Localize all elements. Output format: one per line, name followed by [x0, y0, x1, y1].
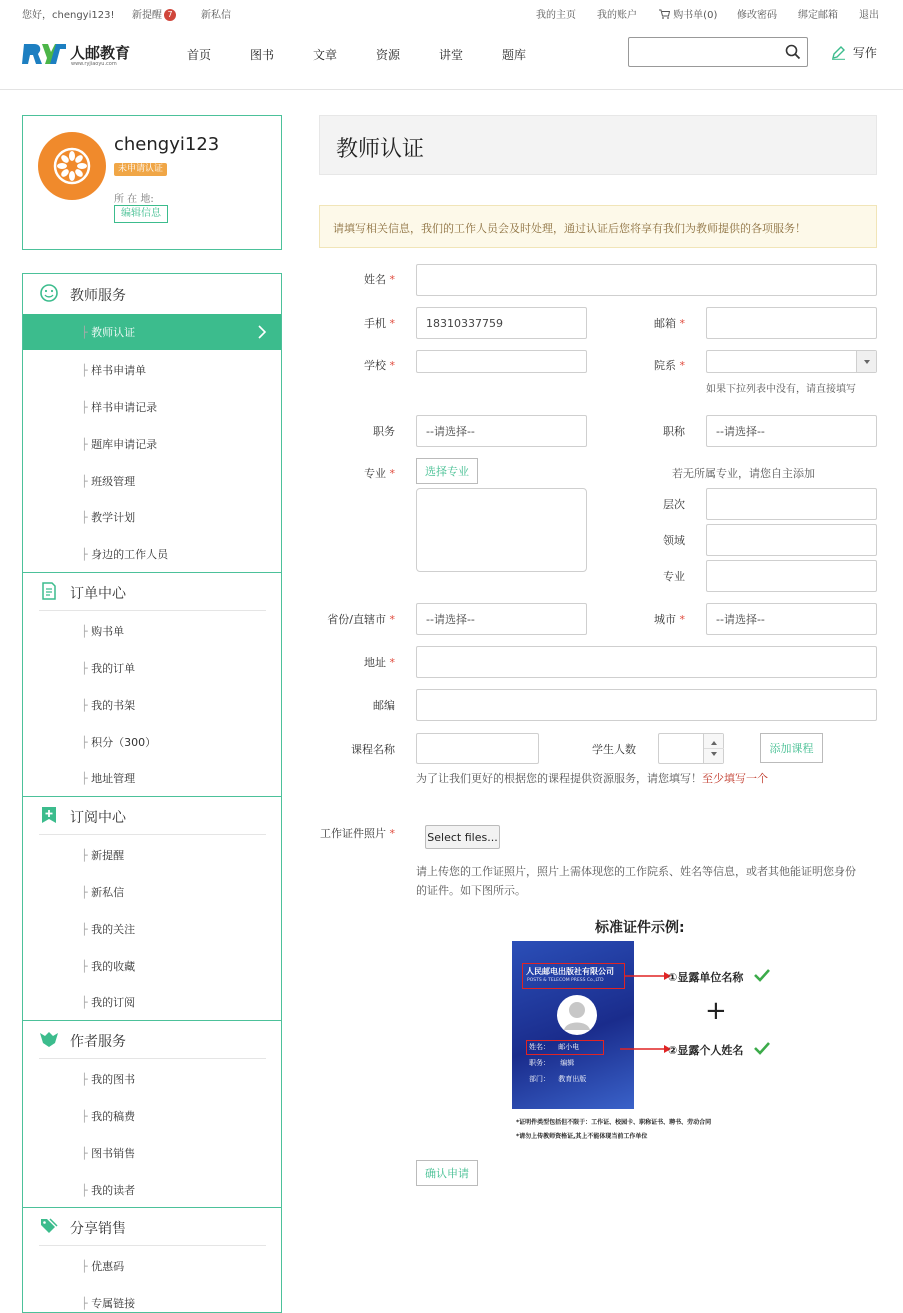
sidebar-item-coupon[interactable]: ├ 优惠码: [81, 1258, 124, 1274]
department-label: 院系 *: [654, 359, 685, 372]
notice-text: 请填写相关信息，我们的工作人员会及时处理，通过认证后您将享有我们为教师提供的各项服务！: [333, 222, 806, 235]
address-label: 地址 *: [364, 656, 395, 669]
greeting: 您好，chengyi123!: [22, 10, 115, 21]
name-input[interactable]: [416, 264, 877, 296]
example-footnote-2: *请勿上传教师资格证,其上不能体现当前工作单位: [516, 1133, 648, 1140]
section-title-share: 分享销售: [70, 1221, 126, 1237]
site-logo[interactable]: [22, 40, 137, 70]
search-input[interactable]: [628, 37, 808, 67]
logo-mark-icon: [22, 40, 68, 68]
cart-link[interactable]: 购书单(0): [659, 6, 717, 21]
sidebar-item-cart[interactable]: ├ 购书单: [81, 623, 124, 639]
write-label: 写作: [852, 46, 877, 60]
email-label: 邮箱 *: [654, 317, 685, 330]
nav-articles[interactable]: 文章: [313, 48, 338, 62]
sidebar-item-readers[interactable]: ├ 我的读者: [81, 1182, 135, 1198]
address-input[interactable]: [416, 646, 877, 678]
field-label: 领域: [663, 534, 685, 547]
callout-name: ②显露个人姓名: [668, 1044, 744, 1057]
section-title-subscription: 订阅中心: [70, 810, 126, 826]
submit-application-button[interactable]: 确认申请: [416, 1160, 478, 1186]
site-header: [0, 24, 903, 90]
sidebar-item-label: ├ 教师认证: [81, 324, 135, 340]
example-footnote-1: *证明件类型包括但不限于：工作证、校园卡、职称证书、聘书、劳动合同: [516, 1119, 712, 1126]
logo-url: www.ryjiaoyu.com: [71, 61, 117, 67]
section-underline: [39, 610, 266, 611]
province-select[interactable]: --请选择--: [416, 603, 587, 635]
company-en: POSTS & TELECOM PRESS Co.,LTD: [527, 978, 604, 983]
department-select[interactable]: [706, 350, 877, 373]
sidebar-item-sample-request[interactable]: ├ 样书申请单: [81, 362, 146, 378]
change-password-link[interactable]: 修改密码: [737, 10, 777, 21]
name-label: 姓名 *: [364, 273, 395, 286]
province-label: 省份/直辖市 *: [327, 613, 395, 626]
sidebar-item-book-sales[interactable]: ├ 图书销售: [81, 1145, 135, 1161]
id-card: [512, 941, 634, 1109]
tag-icon: [39, 1216, 59, 1236]
card-name: 姓名： 邮小电: [529, 1043, 580, 1051]
sidebar-item-favorites[interactable]: ├ 我的收藏: [81, 958, 135, 974]
avatar[interactable]: [38, 132, 106, 200]
duty-label: 职务: [373, 425, 395, 438]
write-button[interactable]: [831, 44, 877, 61]
city-label: 城市 *: [654, 613, 685, 626]
section-divider: [23, 572, 281, 573]
sidebar-item-teacher-cert[interactable]: [23, 314, 281, 350]
section-title-author: 作者服务: [70, 1034, 126, 1050]
username: chengyi123: [114, 134, 220, 155]
sidebar-menu: [22, 273, 282, 1313]
profile-card: [22, 115, 282, 250]
photo-label: 工作证件照片 *: [320, 827, 395, 840]
pencil-icon: [831, 45, 846, 60]
card-duty: 职务： 编辑: [529, 1059, 575, 1067]
sidebar-item-my-books[interactable]: ├ 我的图书: [81, 1071, 135, 1087]
sidebar-item-my-orders[interactable]: ├ 我的订单: [81, 660, 135, 676]
section-divider: [23, 1020, 281, 1021]
citrus-avatar-icon: [52, 146, 92, 186]
zip-input[interactable]: [416, 689, 877, 721]
edit-profile-button[interactable]: 编辑信息: [114, 205, 168, 223]
checkmark-icon: [753, 968, 771, 982]
students-label: 学生人数: [592, 743, 636, 756]
my-home-link[interactable]: 我的主页: [536, 10, 576, 21]
location-label: 所 在 地:: [114, 194, 154, 205]
sub-major-label: 专业: [663, 570, 685, 583]
sidebar-item-points[interactable]: ├ 积分（300）: [81, 734, 156, 750]
sub-major-input[interactable]: [706, 560, 877, 592]
school-input[interactable]: [416, 350, 587, 373]
section-divider: [23, 796, 281, 797]
level-label: 层次: [663, 498, 685, 511]
level-input[interactable]: [706, 488, 877, 520]
new-message-link[interactable]: 新私信: [201, 10, 231, 21]
nav-resources[interactable]: 资源: [376, 48, 401, 62]
school-label: 学校 *: [364, 359, 395, 372]
my-account-link[interactable]: 我的账户: [597, 10, 637, 21]
sidebar-item-nearby-staff[interactable]: ├ 身边的工作人员: [81, 546, 168, 562]
phone-input[interactable]: 18310337759: [416, 307, 587, 339]
add-course-button[interactable]: 添加课程: [760, 733, 823, 763]
select-files-button[interactable]: Select files...: [425, 825, 500, 849]
sidebar-item-address[interactable]: ├ 地址管理: [81, 770, 135, 786]
section-underline: [39, 834, 266, 835]
bind-email-link[interactable]: 绑定邮箱: [798, 10, 838, 21]
city-select[interactable]: --请选择--: [706, 603, 877, 635]
course-name-input[interactable]: [416, 733, 539, 764]
chevron-right-icon: [257, 325, 267, 339]
sidebar-item-bank-records[interactable]: ├ 题库申请记录: [81, 436, 157, 452]
company-cn: 人民邮电出版社有限公司: [526, 967, 614, 976]
section-title-orders: 订单中心: [70, 586, 126, 602]
stepper-arrows-icon[interactable]: [703, 734, 723, 763]
section-underline: [39, 1245, 266, 1246]
photo-hint: 请上传您的工作证照片，照片上需体现您的工作院系、姓名等信息，或者其他能证明您身份的证件。如下图所示。: [416, 865, 856, 897]
rank-label: 职称: [663, 425, 685, 438]
field-input[interactable]: [706, 524, 877, 556]
sidebar-item-class-management[interactable]: ├ 班级管理: [81, 473, 135, 489]
zip-label: 邮编: [373, 699, 395, 712]
top-bar: [0, 0, 903, 24]
major-hint: 若无所属专业，请您自主添加: [672, 467, 815, 480]
logout-link[interactable]: 退出: [859, 10, 879, 21]
example-title: 标准证件示例:: [595, 920, 685, 936]
sidebar-item-following[interactable]: ├ 我的关注: [81, 921, 135, 937]
card-dept: 部门： 教育出版: [529, 1075, 587, 1083]
major-label: 专业 *: [364, 467, 395, 480]
plus-sign: +: [705, 996, 727, 1026]
nav-home[interactable]: 首页: [187, 48, 212, 62]
nav-books[interactable]: 图书: [250, 48, 275, 62]
crown-heart-icon: [39, 1029, 59, 1049]
rank-select[interactable]: --请选择--: [706, 415, 877, 447]
reminder-count-badge: 7: [164, 9, 176, 21]
notice-banner: [319, 205, 877, 248]
phone-label: 手机 *: [364, 317, 395, 330]
cart-icon: [659, 9, 670, 19]
sidebar-item-sample-records[interactable]: ├ 样书申请记录: [81, 399, 157, 415]
students-stepper[interactable]: [658, 733, 724, 764]
sidebar-item-bookshelf[interactable]: ├ 我的书架: [81, 697, 135, 713]
sidebar-item-subscriptions[interactable]: ├ 我的订阅: [81, 994, 135, 1010]
logo-text: 人邮教育: [70, 44, 131, 62]
status-badge: 未申请认证: [114, 163, 167, 176]
dropdown-arrow-icon[interactable]: [856, 351, 876, 372]
person-avatar-icon: [557, 995, 597, 1035]
smile-icon: [39, 283, 59, 303]
nav-lectures[interactable]: 讲堂: [439, 48, 464, 62]
sidebar-item-royalties[interactable]: ├ 我的稿费: [81, 1108, 135, 1124]
callout-company: ①显露单位名称: [668, 971, 744, 984]
new-reminder-link[interactable]: 新提醒 7: [132, 6, 176, 21]
duty-select[interactable]: --请选择--: [416, 415, 587, 447]
page-title: 教师认证: [336, 137, 425, 162]
department-hint: 如果下拉列表中没有，请直接填写: [706, 384, 856, 395]
page-title-bar: [319, 115, 877, 175]
sidebar-item-new-message[interactable]: ├ 新私信: [81, 884, 124, 900]
section-divider: [23, 1207, 281, 1208]
search-icon[interactable]: [785, 44, 801, 60]
select-major-button[interactable]: 选择专业: [416, 458, 478, 484]
bookmark-plus-icon: [39, 805, 59, 825]
major-list-textarea[interactable]: [416, 488, 587, 572]
document-icon: [39, 581, 59, 601]
sidebar-item-new-reminder[interactable]: ├ 新提醒: [81, 847, 124, 863]
nav-question-bank[interactable]: 题库: [502, 48, 527, 62]
sidebar-item-teaching-plan[interactable]: ├ 教学计划: [81, 509, 135, 525]
email-input[interactable]: [706, 307, 877, 339]
course-hint: 为了让我们更好的根据您的课程提供资源服务，请您填写！至少填写一个: [416, 772, 768, 785]
checkmark-icon: [753, 1041, 771, 1055]
section-underline: [39, 1058, 266, 1059]
section-title-teacher: 教师服务: [70, 288, 126, 304]
course-name-label: 课程名称: [351, 743, 395, 756]
sidebar-item-exclusive-link[interactable]: ├ 专属链接: [81, 1295, 135, 1311]
certificate-example-image: [508, 908, 782, 1148]
